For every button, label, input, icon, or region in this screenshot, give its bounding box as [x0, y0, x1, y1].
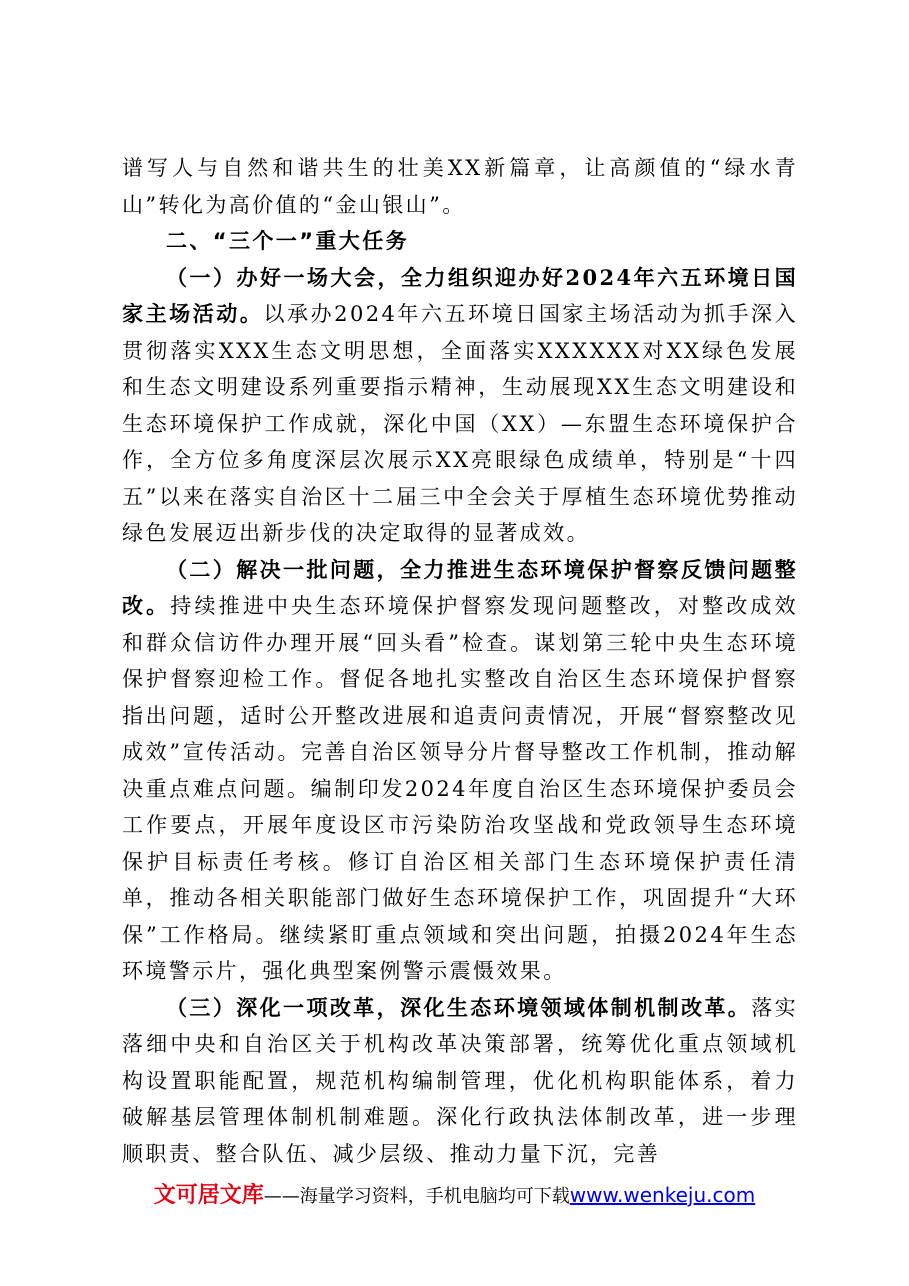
footer-tagline: ——海量学习资料，手机电脑均可下载 [263, 1186, 570, 1207]
section-heading: 二、“三个一”重大任务 [166, 229, 410, 253]
task-paragraph-1 [122, 260, 798, 552]
intro-paragraph: 谱写人与自然和谐共生的壮美XX新篇章，让高颜值的“绿水青山”转化为高价值的“金山银山”。 [122, 156, 798, 217]
document-body [122, 150, 798, 1172]
footer-brand: 文可居文库 [153, 1183, 264, 1208]
task-paragraph-3 [122, 990, 798, 1173]
task-lead-2: （二）解决一批问题，全力推进生态环境保护督察反馈问题整改。 [122, 556, 798, 618]
task-body-2: 持续推进中央生态环境保护督察发现问题整改，对整改成效和群众信访件办理开展“回头看”检查。谋划第三轮中央生态环境保护督察迎检工作。督促各地扎实整改自治区生态环境保护督察指出问题，适时公开整改进展和追责问责情况，开展“督察整改见成效”宣传活动。完善自治区领导分片督导整改工作机制，推动解决重点难点问题。编制印发2024年度自治区生态环境保护委员会工作要点，开展年度设区市污染防治攻坚战和党政领导生态环境保护目标责任考核。修订自治区相关部门生态环境保护责任清单，推动各相关职能部门做好生态环境保护工作，巩固提升“大环保”工作格局。继续紧盯重点领域和突出问题，拍摄2024年生态环境警示片，强化典型案例警示震慑效果。 [122, 594, 798, 983]
task-lead-3: （三）深化一项改革，深化生态环境领域体制机制改革。 [166, 994, 752, 1020]
task-lead-1: （一）办好一场大会，全力组织迎办好2024年六五环境日国家主场活动。 [122, 264, 798, 326]
task-body-3: 落实落细中央和自治区关于机构改革决策部署，统筹优化重点领域机构设置职能配置，规范机构编制管理，优化机构职能体系，着力破解基层管理体制机制难题。深化行政执法体制改革，进一步理顺职责、整合队伍、减少层级、推动力量下沉，完善 [122, 995, 798, 1166]
footer-website-link[interactable]: www.wenkeju.com [569, 1183, 756, 1207]
task-body-1: 以承办2024年六五环境日国家主场活动为抓手深入贯彻落实XXX生态文明思想，全面落实XXXXXX对XX绿色发展和生态文明建设系列重要指示精神，生动展现XX生态文明建设和生态环境保护工作成就，深化中国（XX）—东盟生态环境保护合作，全方位多角度深层次展示XX亮眼绿色成绩单，特别是“十四五”以来在落实自治区十二届三中全会关于厚植生态环境优势推动绿色发展迈出新步伐的决定取得的显著成效。 [122, 302, 798, 545]
task-paragraph-2 [122, 552, 798, 990]
page-footer [0, 1181, 909, 1211]
